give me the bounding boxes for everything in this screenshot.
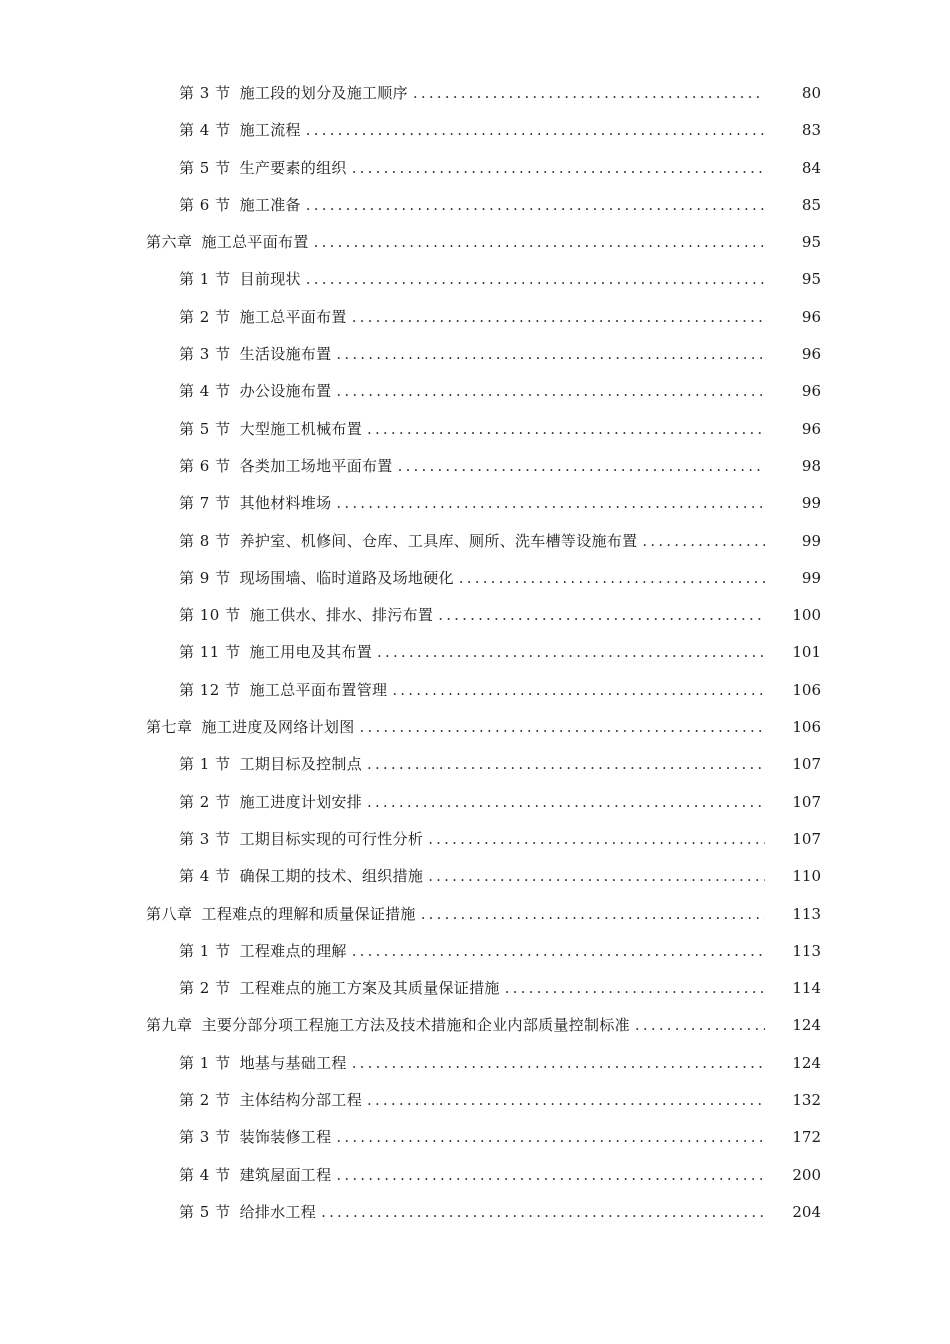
entry-number: 第 1 节: [179, 941, 231, 960]
page-number: 99: [801, 494, 821, 513]
dot-leader: [314, 224, 765, 261]
toc-section-entry[interactable]: [0, 150, 950, 187]
page-number: 101: [792, 643, 821, 662]
dot-leader: [428, 821, 765, 858]
page-number: 106: [792, 718, 821, 737]
dot-leader: [367, 784, 765, 821]
entry-number: 第 11 节: [179, 643, 241, 662]
toc-section-entry[interactable]: [0, 261, 950, 298]
entry-title: 主要分部分项工程施工方法及技术措施和企业内部质量控制标准: [201, 1016, 630, 1035]
toc-section-entry[interactable]: [0, 560, 950, 597]
dot-leader: [352, 150, 765, 187]
dot-leader: [413, 75, 765, 112]
page-number: 85: [801, 195, 821, 214]
entry-title: 主体结构分部工程: [239, 1091, 362, 1110]
toc-section-entry[interactable]: [0, 299, 950, 336]
entry-title: 工期目标及控制点: [239, 755, 362, 774]
entry-title: 现场围墙、临时道路及场地硬化: [239, 568, 454, 587]
dot-leader: [321, 1194, 765, 1231]
page-number: 95: [801, 233, 821, 252]
page-number: 200: [792, 1165, 821, 1184]
dot-leader: [306, 112, 765, 149]
dot-leader: [428, 858, 765, 895]
page-number: 124: [792, 1016, 821, 1035]
entry-title: 装饰装修工程: [239, 1128, 332, 1147]
entry-number: 第 2 节: [179, 979, 231, 998]
page-number: 110: [792, 867, 821, 886]
entry-title: 工程难点的理解和质量保证措施: [201, 904, 416, 923]
toc-section-entry[interactable]: [0, 1194, 950, 1231]
entry-number: 第 6 节: [179, 195, 231, 214]
toc-section-entry[interactable]: [0, 821, 950, 858]
entry-title: 施工段的划分及施工顺序: [239, 84, 408, 102]
entry-title: 施工总平面布置: [201, 233, 309, 252]
entry-number: 第 3 节: [179, 1128, 231, 1147]
dot-leader: [635, 1007, 765, 1044]
toc-section-entry[interactable]: [0, 784, 950, 821]
page-number: 84: [801, 158, 821, 177]
entry-number: 第 2 节: [179, 307, 231, 326]
dot-leader: [459, 560, 765, 597]
toc-section-entry[interactable]: [0, 597, 950, 634]
dot-leader: [421, 896, 765, 933]
toc-section-entry[interactable]: [0, 448, 950, 485]
page-number: 132: [792, 1091, 821, 1110]
entry-number: 第 4 节: [179, 867, 231, 886]
dot-leader: [438, 597, 765, 634]
page-number: 106: [792, 680, 821, 699]
dot-leader: [306, 261, 765, 298]
dot-leader: [377, 634, 765, 671]
page-number: 114: [792, 979, 821, 998]
entry-title: 各类加工场地平面布置: [239, 456, 393, 475]
page-number: 96: [801, 307, 821, 326]
page-number: 113: [792, 941, 821, 960]
page-number: 80: [801, 84, 821, 102]
dot-leader: [367, 1082, 765, 1119]
entry-number: 第 5 节: [179, 419, 231, 438]
entry-title: 生活设施布置: [239, 345, 332, 364]
toc-chapter-entry[interactable]: [0, 224, 950, 261]
entry-title: 施工总平面布置: [239, 307, 347, 326]
toc-section-entry[interactable]: [0, 75, 950, 112]
entry-number: 第 2 节: [179, 792, 231, 811]
entry-number: 第 4 节: [179, 382, 231, 401]
toc-section-entry[interactable]: [0, 1082, 950, 1119]
entry-number: 第 10 节: [179, 606, 241, 625]
entry-title: 工期目标实现的可行性分析: [239, 829, 424, 848]
dot-leader: [336, 336, 765, 373]
entry-title: 施工进度计划安排: [239, 792, 362, 811]
dot-leader: [642, 523, 765, 560]
page-number: 96: [801, 382, 821, 401]
entry-title: 施工流程: [239, 121, 301, 140]
entry-title: 施工准备: [239, 195, 301, 214]
entry-title: 生产要素的组织: [239, 158, 347, 177]
page-number: 96: [801, 419, 821, 438]
dot-leader: [336, 485, 765, 522]
toc-chapter-entry[interactable]: [0, 896, 950, 933]
toc-section-entry[interactable]: [0, 373, 950, 410]
entry-number: 第 8 节: [179, 531, 231, 550]
toc-section-entry[interactable]: [0, 112, 950, 149]
dot-leader: [360, 709, 765, 746]
dot-leader: [352, 1045, 765, 1082]
entry-title: 施工总平面布置管理: [249, 680, 388, 699]
entry-title: 目前现状: [239, 270, 301, 289]
page-number: 107: [792, 829, 821, 848]
entry-number: 第七章: [146, 718, 193, 737]
dot-leader: [352, 933, 765, 970]
dot-leader: [505, 970, 765, 1007]
toc-section-entry[interactable]: [0, 523, 950, 560]
dot-leader: [336, 1157, 765, 1194]
page-number: 172: [792, 1128, 821, 1147]
entry-title: 地基与基础工程: [239, 1053, 347, 1072]
entry-title: 建筑屋面工程: [239, 1165, 332, 1184]
page-number: 96: [801, 345, 821, 364]
page-number: 100: [792, 606, 821, 625]
entry-number: 第 5 节: [179, 158, 231, 177]
dot-leader: [352, 299, 765, 336]
toc-section-entry[interactable]: [0, 970, 950, 1007]
toc-section-entry[interactable]: [0, 1045, 950, 1082]
entry-title: 确保工期的技术、组织措施: [239, 867, 424, 886]
entry-title: 给排水工程: [239, 1202, 317, 1221]
dot-leader: [367, 411, 765, 448]
toc-section-entry[interactable]: [0, 1119, 950, 1156]
page-number: 95: [801, 270, 821, 289]
toc-section-entry[interactable]: [0, 672, 950, 709]
entry-number: 第 4 节: [179, 1165, 231, 1184]
entry-number: 第 6 节: [179, 456, 231, 475]
entry-title: 办公设施布置: [239, 382, 332, 401]
page-number: 83: [801, 121, 821, 140]
entry-number: 第 7 节: [179, 494, 231, 513]
entry-number: 第 9 节: [179, 568, 231, 587]
entry-number: 第 3 节: [179, 829, 231, 848]
page-number: 98: [801, 456, 821, 475]
page-number: 204: [792, 1202, 821, 1221]
entry-number: 第 1 节: [179, 1053, 231, 1072]
entry-number: 第九章: [146, 1016, 193, 1035]
toc-chapter-entry[interactable]: [0, 709, 950, 746]
entry-number: 第 1 节: [179, 755, 231, 774]
dot-leader: [336, 1119, 765, 1156]
entry-title: 养护室、机修间、仓库、工具库、厕所、洗车槽等设施布置: [239, 531, 638, 550]
entry-number: 第六章: [146, 233, 193, 252]
entry-number: 第 3 节: [179, 345, 231, 364]
entry-number: 第 3 节: [179, 84, 231, 102]
entry-number: 第 2 节: [179, 1091, 231, 1110]
dot-leader: [398, 448, 765, 485]
entry-title: 施工进度及网络计划图: [201, 718, 355, 737]
dot-leader: [392, 672, 765, 709]
dot-leader: [306, 187, 765, 224]
toc-chapter-entry[interactable]: [0, 1007, 950, 1044]
entry-number: 第八章: [146, 904, 193, 923]
toc-section-entry[interactable]: [0, 858, 950, 895]
toc-section-entry[interactable]: [0, 187, 950, 224]
entry-number: 第 4 节: [179, 121, 231, 140]
toc-section-entry[interactable]: [0, 1157, 950, 1194]
toc-section-entry[interactable]: [0, 634, 950, 671]
page-number: 107: [792, 792, 821, 811]
toc-section-entry[interactable]: [0, 336, 950, 373]
entry-title: 施工用电及其布置: [249, 643, 373, 662]
toc-section-entry[interactable]: [0, 933, 950, 970]
entry-title: 工程难点的理解: [239, 941, 347, 960]
page-number: 99: [801, 568, 821, 587]
entry-title: 其他材料堆场: [239, 494, 332, 513]
dot-leader: [336, 373, 765, 410]
dot-leader: [367, 746, 765, 783]
entry-title: 工程难点的施工方案及其质量保证措施: [239, 979, 500, 998]
toc-section-entry[interactable]: [0, 411, 950, 448]
page-number: 124: [792, 1053, 821, 1072]
entry-title: 施工供水、排水、排污布置: [249, 606, 434, 625]
toc-section-entry[interactable]: [0, 746, 950, 783]
toc-section-entry[interactable]: [0, 485, 950, 522]
page-number: 99: [801, 531, 821, 550]
entry-number: 第 1 节: [179, 270, 231, 289]
entry-number: 第 12 节: [179, 680, 241, 699]
page-number: 107: [792, 755, 821, 774]
entry-number: 第 5 节: [179, 1202, 231, 1221]
table-of-contents: [0, 75, 950, 1231]
page-number: 113: [792, 904, 821, 923]
entry-title: 大型施工机械布置: [239, 419, 362, 438]
